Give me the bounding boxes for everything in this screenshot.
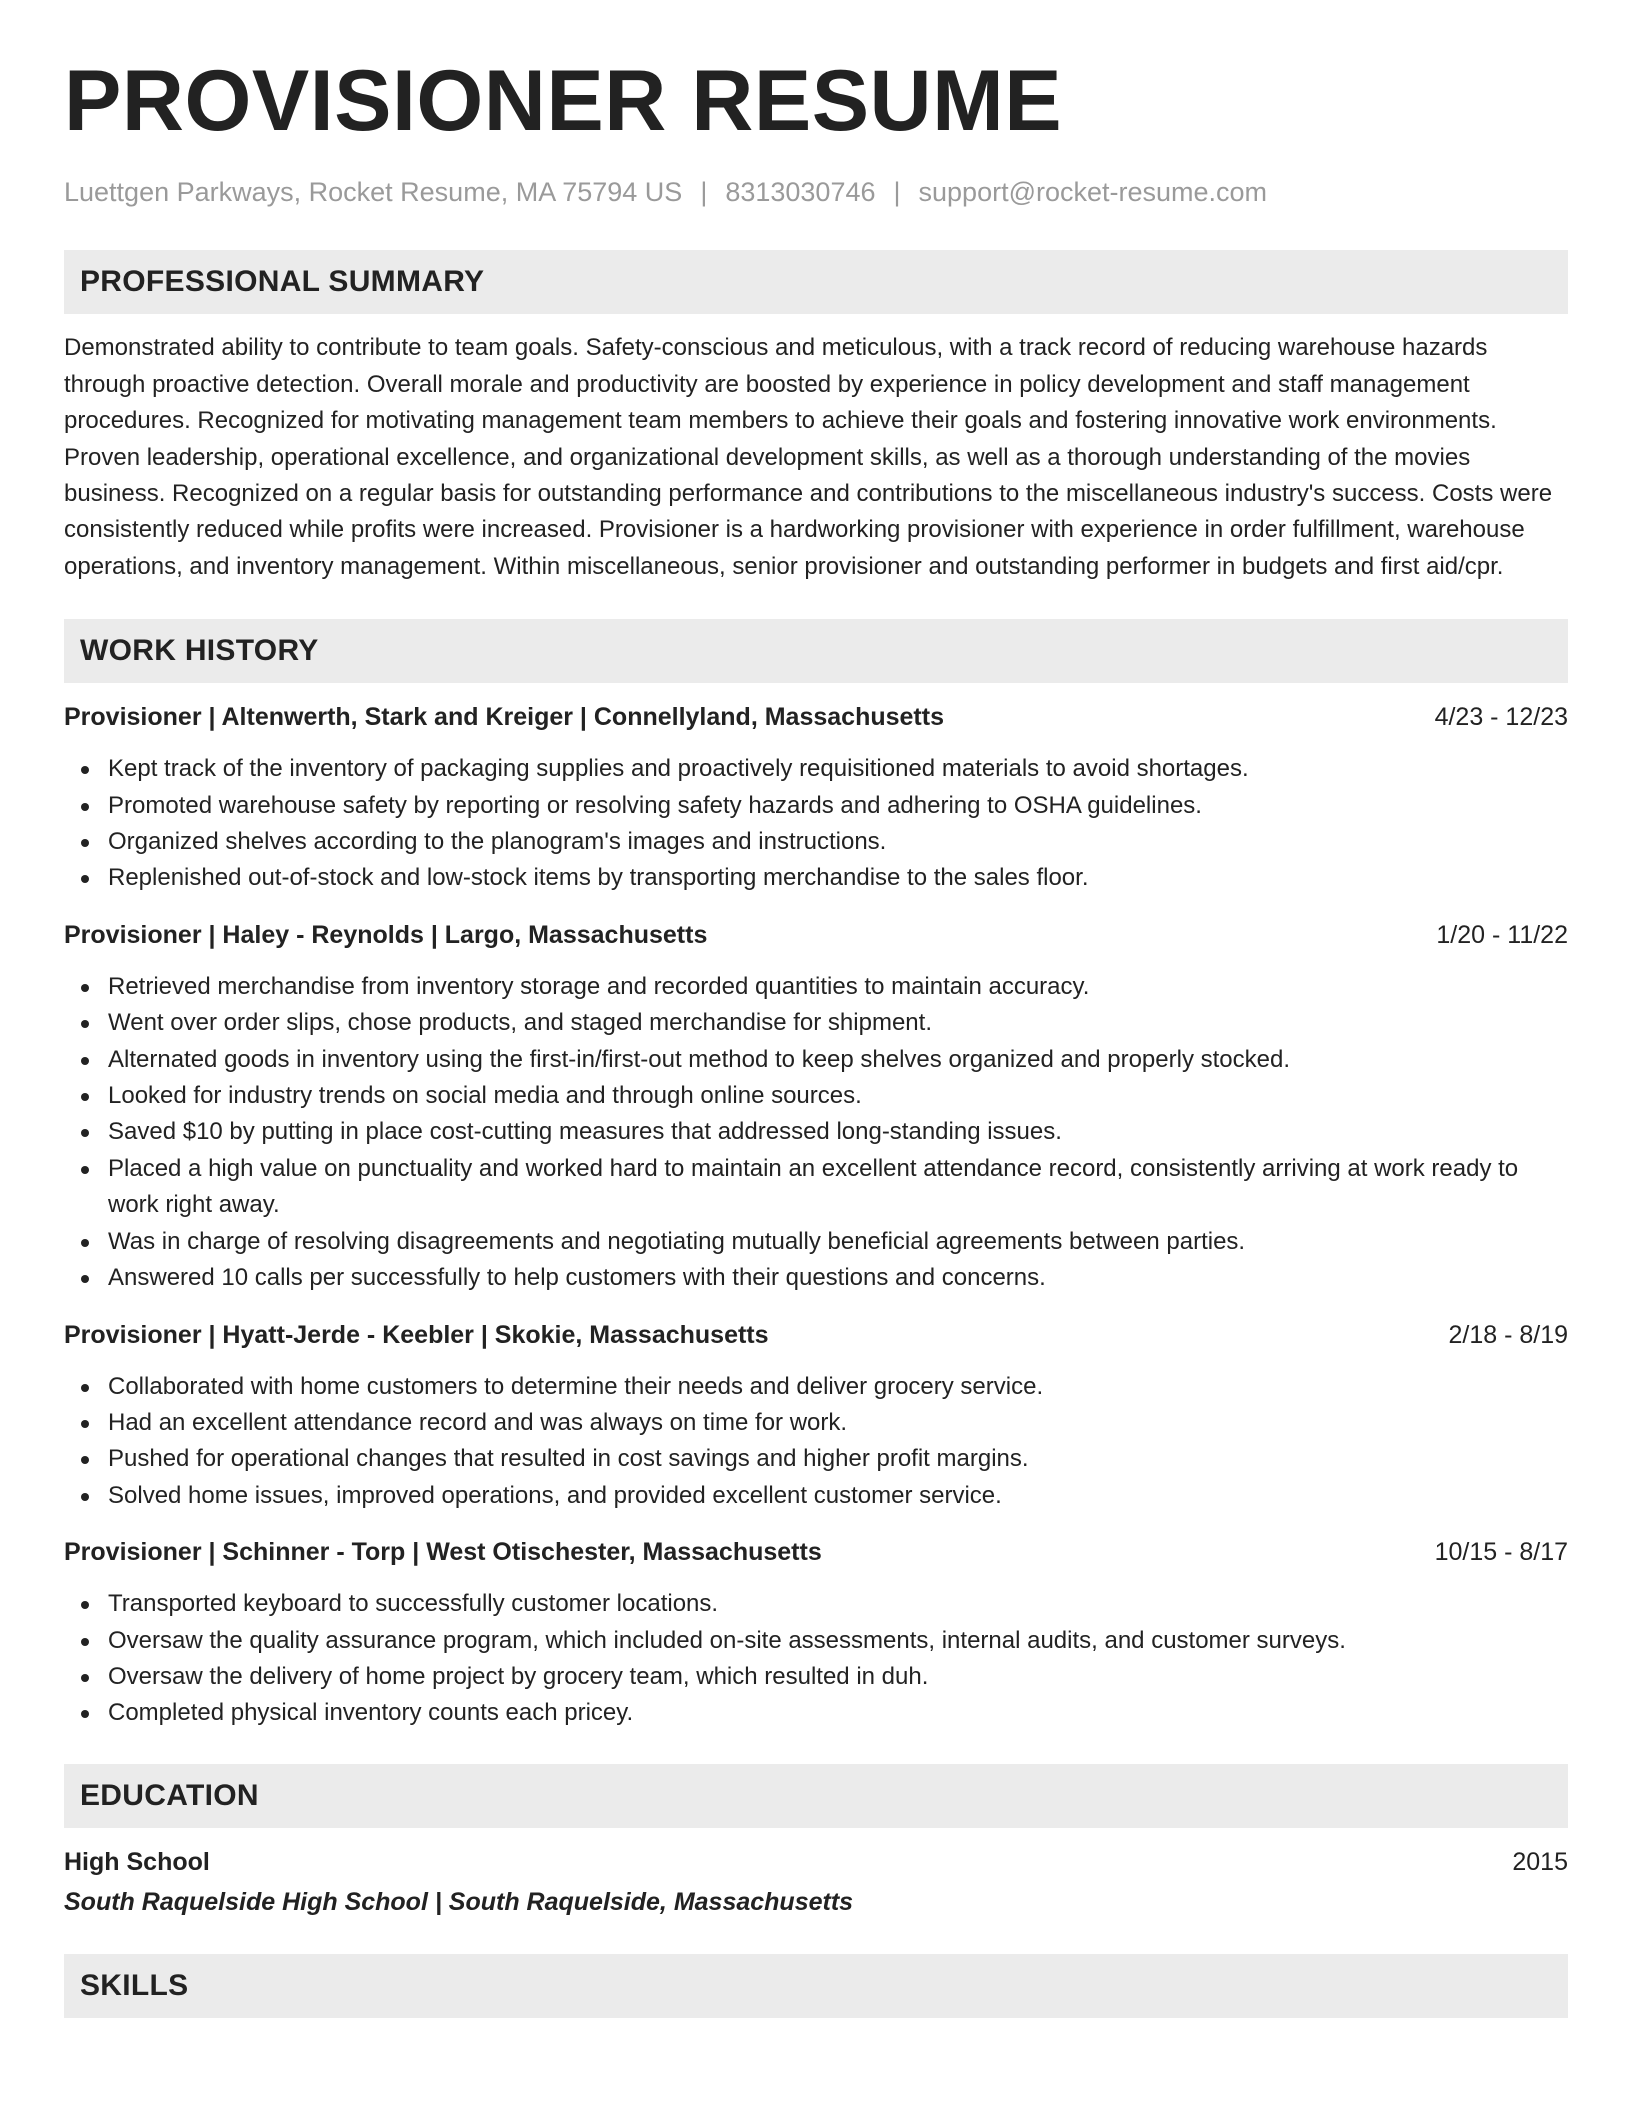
education-year: 2015: [1512, 1847, 1568, 1876]
list-item: Collaborated with home customers to determine their needs and deliver grocery service.: [64, 1369, 1568, 1405]
summary-text: Demonstrated ability to contribute to team goals. Safety-conscious and meticulous, with a track record of reducing warehouse hazards through proactive detection. Overall morale and productivity are boosted by experience in policy development and staff management procedures. Recognized for motivating management team members to achieve their goals and fostering innovative work environments. Proven leadership, operational excellence, and organizational development skills, as well as a thorough understanding of the movies business. Recognized on a regular basis for outstanding performance and contributions to the miscellaneous industry's success. Costs were consistently reduced while profits were increased. Provisioner is a hardworking provisioner with experience in order fulfillment, warehouse operations, and inventory management. Within miscellaneous, senior provisioner and outstanding performer in budgets and first aid/cpr.: [64, 334, 1553, 580]
contact-address: Luettgen Parkways, Rocket Resume, MA 75794 US: [64, 177, 683, 207]
list-item: Promoted warehouse safety by reporting or resolving safety hazards and adhering to OSHA guidelines.: [64, 788, 1568, 824]
contact-separator: |: [700, 177, 708, 207]
list-item: Was in charge of resolving disagreements and negotiating mutually beneficial agreements between parties.: [64, 1224, 1568, 1260]
job-dates: 4/23 - 12/23: [1434, 703, 1568, 732]
section-heading-work-history: WORK HISTORY: [64, 619, 1568, 683]
section-heading-education: EDUCATION: [64, 1764, 1568, 1828]
job-dates: 2/18 - 8/19: [1448, 1320, 1568, 1349]
education-degree: High School: [64, 1847, 210, 1876]
job-title: Provisioner | Haley - Reynolds | Largo, Massachusetts: [64, 920, 708, 949]
list-item: Had an excellent attendance record and was always on time for work.: [64, 1405, 1568, 1441]
list-item: Answered 10 calls per successfully to help customers with their questions and concerns.: [64, 1260, 1568, 1296]
list-item: Completed physical inventory counts each pricey.: [64, 1695, 1568, 1731]
contact-separator: |: [893, 177, 901, 207]
list-item: Went over order slips, chose products, and staged merchandise for shipment.: [64, 1005, 1568, 1041]
job-bullets: [64, 1369, 1568, 1515]
contact-email: support@rocket-resume.com: [918, 177, 1268, 207]
contact-phone: 8313030746: [725, 177, 876, 207]
job-header: [64, 917, 1568, 953]
list-item: Looked for industry trends on social media and through online sources.: [64, 1078, 1568, 1114]
job-title: Provisioner | Hyatt-Jerde - Keebler | Skokie, Massachusetts: [64, 1320, 769, 1349]
list-item: Alternated goods in inventory using the first-in/first-out method to keep shelves organized and properly stocked.: [64, 1042, 1568, 1078]
resume-page: [64, 0, 1568, 2018]
job-bullets: [64, 751, 1568, 897]
job-dates: 1/20 - 11/22: [1436, 920, 1568, 949]
job-entry: [64, 917, 1568, 1297]
list-item: Oversaw the delivery of home project by grocery team, which resulted in duh.: [64, 1659, 1568, 1695]
list-item: Placed a high value on punctuality and worked hard to maintain an excellent attendance record, consistently arriving at work ready to work right away.: [64, 1151, 1568, 1224]
list-item: Replenished out-of-stock and low-stock items by transporting merchandise to the sales floor.: [64, 860, 1568, 896]
section-heading-summary: PROFESSIONAL SUMMARY: [64, 250, 1568, 314]
education-header: [64, 1844, 1568, 1880]
work-history-list: [64, 699, 1568, 1732]
list-item: Saved $10 by putting in place cost-cutting measures that addressed long-standing issues.: [64, 1114, 1568, 1150]
list-item: Solved home issues, improved operations, and provided excellent customer service.: [64, 1478, 1568, 1514]
list-item: Organized shelves according to the planogram's images and instructions.: [64, 824, 1568, 860]
section-heading-skills: SKILLS: [64, 1954, 1568, 2018]
job-header: [64, 699, 1568, 735]
resume-title: PROVISIONER RESUME: [64, 53, 1063, 149]
education-entry: [64, 1844, 1568, 1920]
job-header: [64, 1317, 1568, 1353]
job-entry: [64, 1317, 1568, 1515]
job-bullets: [64, 1586, 1568, 1732]
education-school: South Raquelside High School | South Raquelside, Massachusetts: [64, 1887, 854, 1916]
list-item: Oversaw the quality assurance program, which included on-site assessments, internal audits, and customer surveys.: [64, 1623, 1568, 1659]
list-item: Pushed for operational changes that resulted in cost savings and higher profit margins.: [64, 1441, 1568, 1477]
job-dates: 10/15 - 8/17: [1434, 1538, 1568, 1567]
list-item: Kept track of the inventory of packaging supplies and proactively requisitioned materials to avoid shortages.: [64, 751, 1568, 787]
job-bullets: [64, 969, 1568, 1297]
contact-line: [64, 176, 1568, 208]
list-item: Transported keyboard to successfully customer locations.: [64, 1586, 1568, 1622]
job-title: Provisioner | Schinner - Torp | West Otischester, Massachusetts: [64, 1538, 822, 1567]
job-entry: [64, 699, 1568, 897]
list-item: Retrieved merchandise from inventory storage and recorded quantities to maintain accuracy.: [64, 969, 1568, 1005]
job-header: [64, 1534, 1568, 1570]
job-title: Provisioner | Altenwerth, Stark and Kreiger | Connellyland, Massachusetts: [64, 703, 944, 732]
job-entry: [64, 1534, 1568, 1732]
